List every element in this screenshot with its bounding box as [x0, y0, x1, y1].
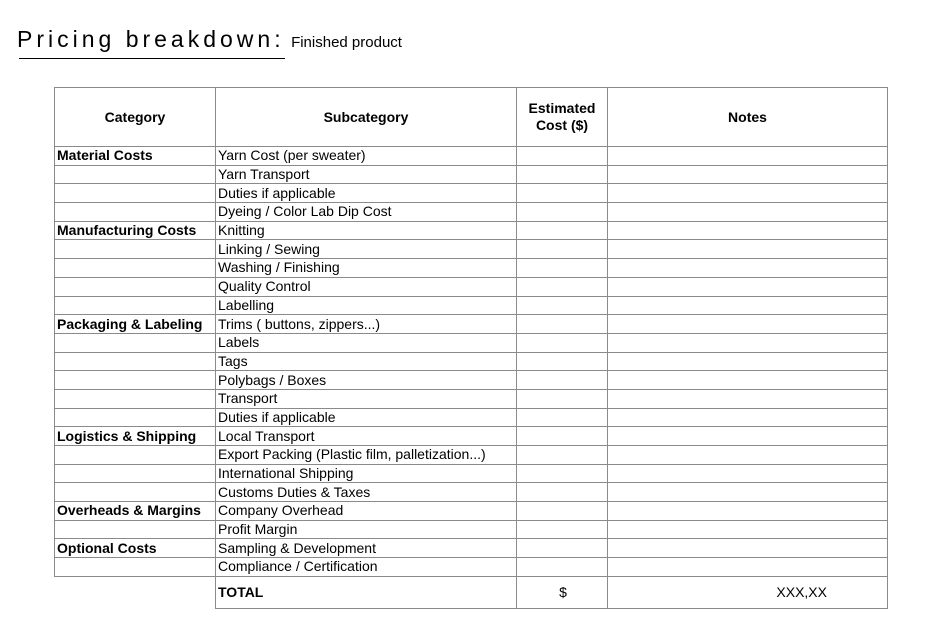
table-row: [55, 446, 888, 465]
category-cell: [55, 240, 216, 259]
category-cell: [55, 184, 216, 203]
total-row: [55, 576, 888, 608]
subcategory-cell: Yarn Cost (per sweater): [216, 147, 517, 166]
category-cell: Manufacturing Costs: [55, 221, 216, 240]
notes-cell[interactable]: [608, 277, 888, 296]
subcategory-cell: Tags: [216, 352, 517, 371]
table-row: [55, 165, 888, 184]
notes-cell[interactable]: [608, 539, 888, 558]
notes-cell[interactable]: [608, 147, 888, 166]
subcategory-cell: Sampling & Development: [216, 539, 517, 558]
notes-cell[interactable]: [608, 333, 888, 352]
estimated-cost-cell[interactable]: [517, 352, 608, 371]
notes-cell[interactable]: [608, 259, 888, 278]
category-cell: [55, 520, 216, 539]
category-cell: [55, 352, 216, 371]
category-cell: [55, 296, 216, 315]
notes-cell[interactable]: [608, 558, 888, 577]
subcategory-cell: Customs Duties & Taxes: [216, 483, 517, 502]
subcategory-cell: Trims ( buttons, zippers...): [216, 315, 517, 334]
category-cell: [55, 165, 216, 184]
notes-cell[interactable]: [608, 427, 888, 446]
notes-cell[interactable]: [608, 296, 888, 315]
estimated-cost-cell[interactable]: [517, 333, 608, 352]
table-row: [55, 240, 888, 259]
header-subcategory: Subcategory: [216, 88, 517, 147]
subcategory-cell: Labelling: [216, 296, 517, 315]
category-cell: [55, 333, 216, 352]
estimated-cost-cell[interactable]: [517, 408, 608, 427]
estimated-cost-cell[interactable]: [517, 296, 608, 315]
notes-cell[interactable]: [608, 203, 888, 222]
notes-cell[interactable]: [608, 371, 888, 390]
category-cell: [55, 464, 216, 483]
category-cell: Packaging & Labeling: [55, 315, 216, 334]
estimated-cost-cell[interactable]: [517, 315, 608, 334]
category-cell: [55, 558, 216, 577]
notes-cell[interactable]: [608, 315, 888, 334]
estimated-cost-cell[interactable]: [517, 446, 608, 465]
subcategory-cell: Labels: [216, 333, 517, 352]
table-row: [55, 184, 888, 203]
subcategory-cell: Compliance / Certification: [216, 558, 517, 577]
subcategory-cell: Washing / Finishing: [216, 259, 517, 278]
estimated-cost-cell[interactable]: [517, 539, 608, 558]
table-row: [55, 352, 888, 371]
table-row: [55, 259, 888, 278]
category-cell: [55, 203, 216, 222]
subcategory-cell: Quality Control: [216, 277, 517, 296]
estimated-cost-cell[interactable]: [517, 520, 608, 539]
category-cell: [55, 389, 216, 408]
category-cell: [55, 483, 216, 502]
category-cell: Material Costs: [55, 147, 216, 166]
table-row: [55, 333, 888, 352]
category-cell: [55, 277, 216, 296]
estimated-cost-cell[interactable]: [517, 240, 608, 259]
table-row: [55, 147, 888, 166]
header-row: [55, 88, 888, 147]
estimated-cost-cell[interactable]: [517, 371, 608, 390]
notes-cell[interactable]: [608, 184, 888, 203]
subcategory-cell: Linking / Sewing: [216, 240, 517, 259]
total-currency: $: [517, 576, 608, 608]
table-row: [55, 221, 888, 240]
header-notes: Notes: [608, 88, 888, 147]
estimated-cost-cell[interactable]: [517, 147, 608, 166]
subcategory-cell: International Shipping: [216, 464, 517, 483]
table-row: [55, 483, 888, 502]
notes-cell[interactable]: [608, 502, 888, 521]
total-value[interactable]: XXX,XX: [608, 576, 888, 608]
subcategory-cell: Export Packing (Plastic film, palletization...): [216, 446, 517, 465]
page-title: [17, 26, 402, 53]
estimated-cost-cell[interactable]: [517, 259, 608, 278]
subcategory-cell: Duties if applicable: [216, 408, 517, 427]
category-cell: [55, 259, 216, 278]
notes-cell[interactable]: [608, 464, 888, 483]
notes-cell[interactable]: [608, 389, 888, 408]
table-row: [55, 371, 888, 390]
subcategory-cell: Transport: [216, 389, 517, 408]
estimated-cost-cell[interactable]: [517, 389, 608, 408]
header-estimated-cost: Estimated Cost ($): [517, 88, 608, 147]
table-row: [55, 502, 888, 521]
estimated-cost-cell[interactable]: [517, 165, 608, 184]
subcategory-cell: Dyeing / Color Lab Dip Cost: [216, 203, 517, 222]
table-row: [55, 427, 888, 446]
category-cell: Overheads & Margins: [55, 502, 216, 521]
category-cell: [55, 446, 216, 465]
table-row: [55, 277, 888, 296]
table-row: [55, 539, 888, 558]
table-body: [55, 147, 888, 577]
table-row: [55, 389, 888, 408]
subcategory-cell: Knitting: [216, 221, 517, 240]
category-cell: Optional Costs: [55, 539, 216, 558]
notes-cell[interactable]: [608, 520, 888, 539]
category-cell: [55, 408, 216, 427]
category-cell: Logistics & Shipping: [55, 427, 216, 446]
subcategory-cell: Company Overhead: [216, 502, 517, 521]
estimated-cost-cell[interactable]: [517, 184, 608, 203]
notes-cell[interactable]: [608, 408, 888, 427]
subcategory-cell: Polybags / Boxes: [216, 371, 517, 390]
category-cell: [55, 371, 216, 390]
notes-cell[interactable]: [608, 446, 888, 465]
table-row: [55, 296, 888, 315]
table-row: [55, 464, 888, 483]
notes-cell[interactable]: [608, 165, 888, 184]
subcategory-cell: Profit Margin: [216, 520, 517, 539]
subcategory-cell: Duties if applicable: [216, 184, 517, 203]
estimated-cost-cell[interactable]: [517, 221, 608, 240]
table-row: [55, 203, 888, 222]
notes-cell[interactable]: [608, 352, 888, 371]
title-subtitle: Finished product: [291, 34, 402, 51]
pricing-table: [54, 87, 888, 609]
table-row: [55, 558, 888, 577]
table-row: [55, 520, 888, 539]
subcategory-cell: Local Transport: [216, 427, 517, 446]
estimated-cost-cell[interactable]: [517, 427, 608, 446]
estimated-cost-cell[interactable]: [517, 464, 608, 483]
table-row: [55, 408, 888, 427]
title-underline: [19, 58, 285, 59]
estimated-cost-cell[interactable]: [517, 483, 608, 502]
header-category: Category: [55, 88, 216, 147]
estimated-cost-cell[interactable]: [517, 203, 608, 222]
notes-cell[interactable]: [608, 240, 888, 259]
subcategory-cell: Yarn Transport: [216, 165, 517, 184]
notes-cell[interactable]: [608, 221, 888, 240]
total-blank-cell: [55, 576, 216, 608]
table-row: [55, 315, 888, 334]
title-main: Pricing breakdown:: [17, 26, 285, 52]
notes-cell[interactable]: [608, 483, 888, 502]
total-label: TOTAL: [216, 576, 517, 608]
estimated-cost-cell[interactable]: [517, 277, 608, 296]
estimated-cost-cell[interactable]: [517, 558, 608, 577]
estimated-cost-cell[interactable]: [517, 502, 608, 521]
